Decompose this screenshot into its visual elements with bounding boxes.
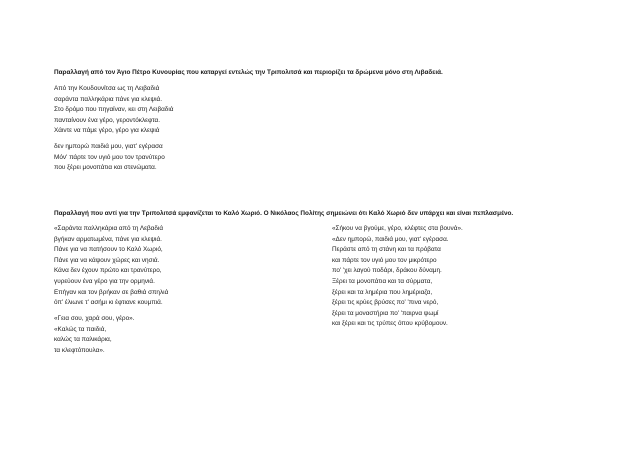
- section1-heading: Παραλλαγή από τον Άγιο Πέτρο Κυνουρίας που καταργεί εντελώς την Τριπολιτσά και περιορίζει τα δρώμενα μόνο στη Λιβαδειά.: [54, 69, 443, 76]
- verse-line: Από την Κουδουνίτσα ως τη Λειβαδιά: [54, 85, 160, 92]
- verse-line: Μόν' πάρτε τον υγιό μου τον τρανύτερο: [54, 153, 165, 161]
- verse-line: σαράντα παλληκάρια πάνε για κλεψιά.: [54, 95, 162, 103]
- verse-line: γυρεύουν ένα γέρο για την ορμηνιά.: [54, 277, 155, 285]
- verse-line: Πάνε για να κάψουν χώρες και νησιά.: [54, 256, 160, 264]
- verse-line: Κάνα δεν έχουν πρώτο και τρανύτερο,: [54, 267, 162, 275]
- verse-line: «Σαράντα παλληκάρια από τη Λεβαδιά: [54, 225, 164, 232]
- verse-line: δεν ημπορώ παιδιά μου, γιατ' εγέρασα: [54, 143, 163, 150]
- verse-line: «Δεν ημπορώ, παιδιά μου, γιατ' εγέρασα.: [332, 235, 449, 243]
- section2-right-stanza: [332, 224, 463, 330]
- verse-line: Χάιντε να πάμε γέρο, γέρο για κλεψιά: [54, 127, 160, 135]
- verse-line: και πάρτε τον υγιό μου τον μικρότερο: [332, 256, 437, 264]
- verse-line: Περάστε από τη στάνη και τα πρόβατα: [332, 246, 441, 254]
- section1-stanza1: [54, 84, 173, 137]
- section2-left-stanza2: [54, 314, 134, 356]
- verse-line: και ξέρει και τις τρύπες όπου κρύβομουν.: [332, 320, 448, 328]
- verse-line: Ξέρει τα μονοπάτια και τα σύρματα,: [332, 277, 433, 285]
- verse-line: πο' 'χει λαγού ποδάρι, δράκου δύναμη.: [332, 267, 442, 275]
- section2-left-stanza1: [54, 224, 168, 309]
- verse-line: ξέρει και τα λημέρια που λημέριαζα,: [332, 288, 433, 296]
- section2-heading: Παραλλαγή που αντί για την Τριπολιτσά εμφανίζεται το Καλό Χωριό. Ο Νικόλαος Πολίτης σημειώνει ότι Καλό Χωριό δεν υπάρχει και είναι πεπλασμένο.: [54, 210, 514, 217]
- verse-line: ξέρει τις κρύες βρύσες πο' 'πινα νερό,: [332, 299, 439, 307]
- verse-line: όπ' έλιωνε τ' ασήμι κι έφτιανε κουμπιά.: [54, 299, 163, 307]
- verse-line: «Σήκου να βγούμε, γέρο, κλέφτες στα βουνά».: [332, 225, 463, 232]
- verse-line: «Καλώς τα παιδιά,: [54, 325, 107, 333]
- verse-line: πανταίνουν ένα γέρο, γεροντόκλεφτα.: [54, 116, 160, 124]
- section1-stanza2: [54, 142, 165, 174]
- verse-line: ξέρει τα μοναστήρια πο' 'παιρνα ψωμί: [332, 309, 439, 317]
- verse-line: «Γεια σου, χαρά σου, γέρο».: [54, 315, 135, 322]
- verse-line: Επήγαν και τον βρήκαν σε βαθιά σπηλιά: [54, 288, 169, 296]
- verse-line: Στο δρόμο που πηγαίναν, κει στη Λειβαδιά: [54, 106, 174, 114]
- verse-line: βγήκαν αρματωμένα, πάνε για κλεψιά.: [54, 235, 162, 243]
- verse-line: Πάνε για να πατήσουν το Καλό Χωριό,: [54, 246, 163, 254]
- verse-line: που ξέρει μονοπάτια και στενώματα.: [54, 164, 157, 172]
- verse-line: καλώς τα παλικάρια,: [54, 336, 112, 344]
- verse-line: τα κλεφτόπουλα».: [54, 346, 105, 354]
